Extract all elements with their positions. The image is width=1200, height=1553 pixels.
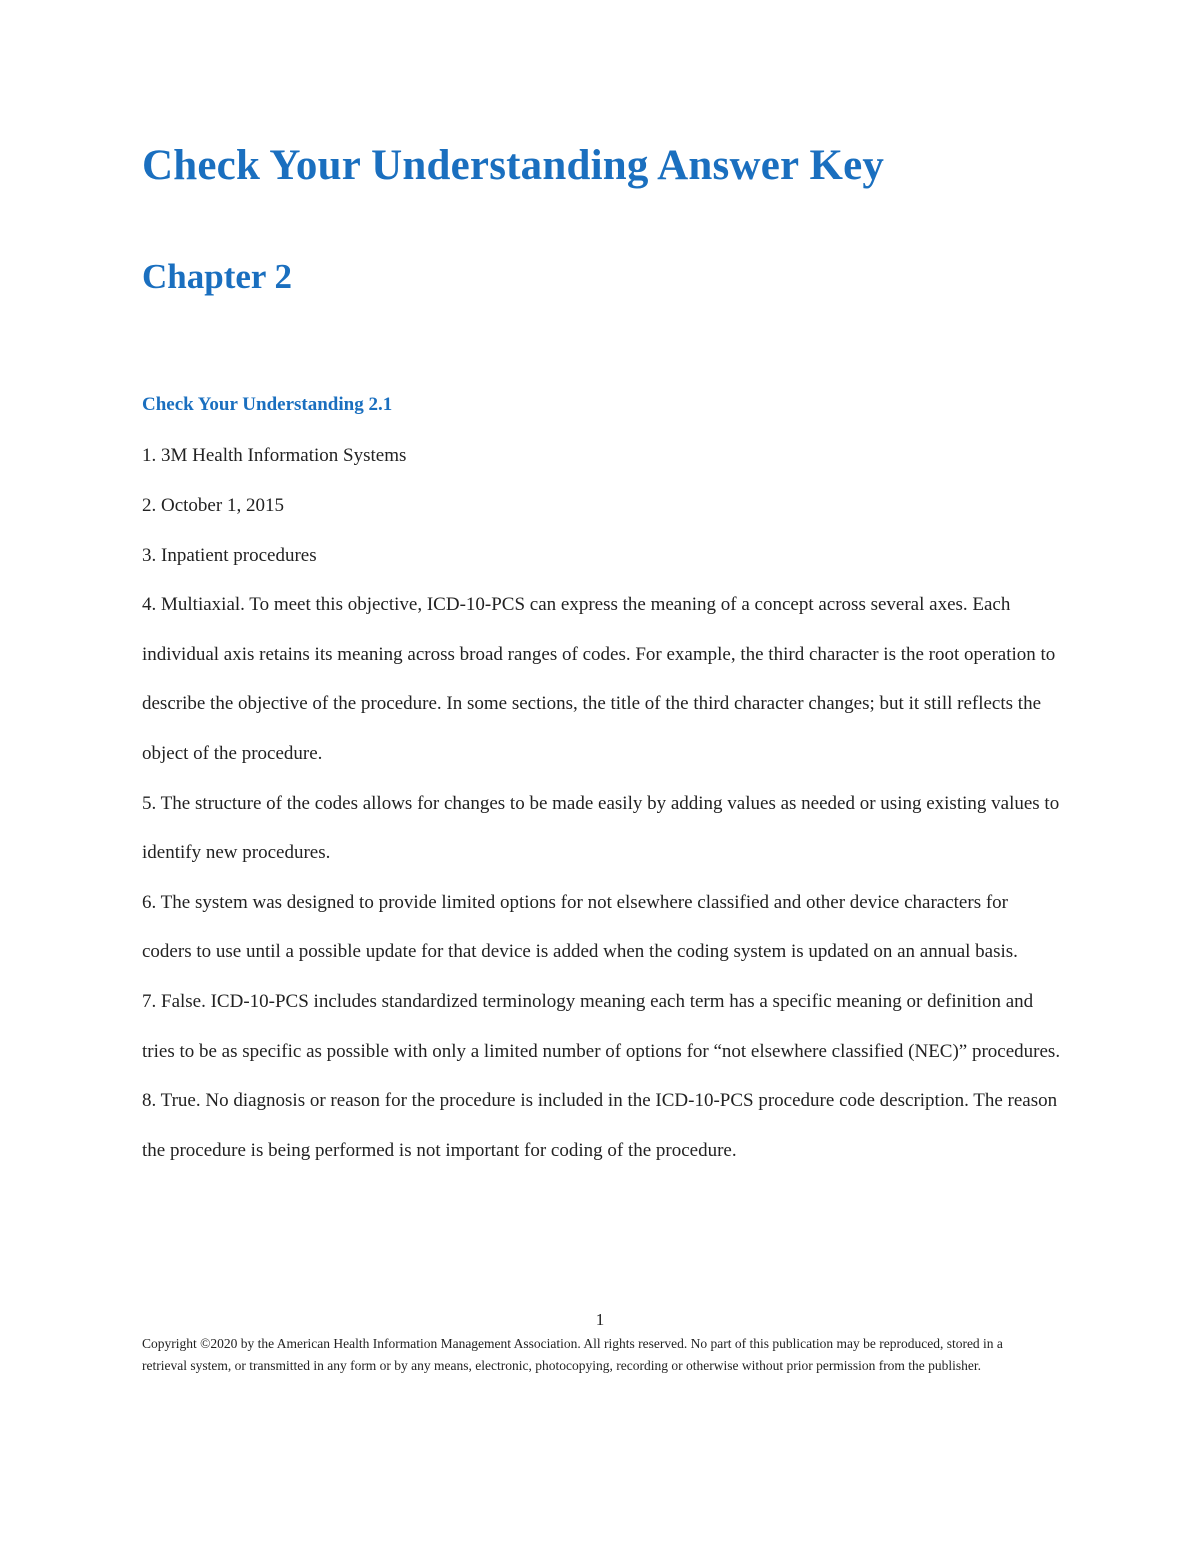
answer-item-3: 3. Inpatient procedures <box>142 544 317 566</box>
chapter-heading: Chapter 2 <box>142 256 293 296</box>
answer-item-8: 8. True. No diagnosis or reason for the procedure is included in the ICD-10-PCS procedure code description. The reason the procedure is being performed is not important for coding of the procedure. <box>142 1090 1058 1161</box>
page-title: Check Your Understanding Answer Key <box>142 142 885 189</box>
page-number: 1 <box>595 1310 605 1329</box>
answer-item-1: 1. 3M Health Information Systems <box>142 445 407 467</box>
page-content <box>142 140 1062 1175</box>
copyright-notice: Copyright ©2020 by the American Health Information Management Association. All rights reserved. No part of this publication may be reproduced, stored in a retrieval system, or transmitted in any form or by any means, electronic, photocopying, recording or otherwise without prior permission from the publisher. <box>142 1336 1003 1373</box>
section-heading: Check Your Understanding 2.1 <box>142 393 393 415</box>
answer-item-5: 5. The structure of the codes allows for changes to be made easily by adding values as needed or using existing values to identify new procedures. <box>142 792 1060 864</box>
answer-item-4: 4. Multiaxial. To meet this objective, ICD-10-PCS can express the meaning of a concept across several axes. Each individual axis retains its meaning across broad ranges of codes. For example, the third character is the root operation to describe the objective of the procedure. In some sections, the title of the third character changes; but it still reflects the object of the procedure. <box>142 594 1056 764</box>
answer-list <box>142 431 1062 1175</box>
answer-item-2: 2. October 1, 2015 <box>142 494 284 516</box>
answer-item-6: 6. The system was designed to provide limited options for not elsewhere classified and other device characters for coders to use until a possible update for that device is added when the coding system is updated on an annual basis. <box>142 891 1018 963</box>
answer-item-7: 7. False. ICD-10-PCS includes standardized terminology meaning each term has a specific meaning or definition and tries to be as specific as possible with only a limited number of options for “not elsewhere classified (NEC)” procedures. <box>142 990 1061 1062</box>
